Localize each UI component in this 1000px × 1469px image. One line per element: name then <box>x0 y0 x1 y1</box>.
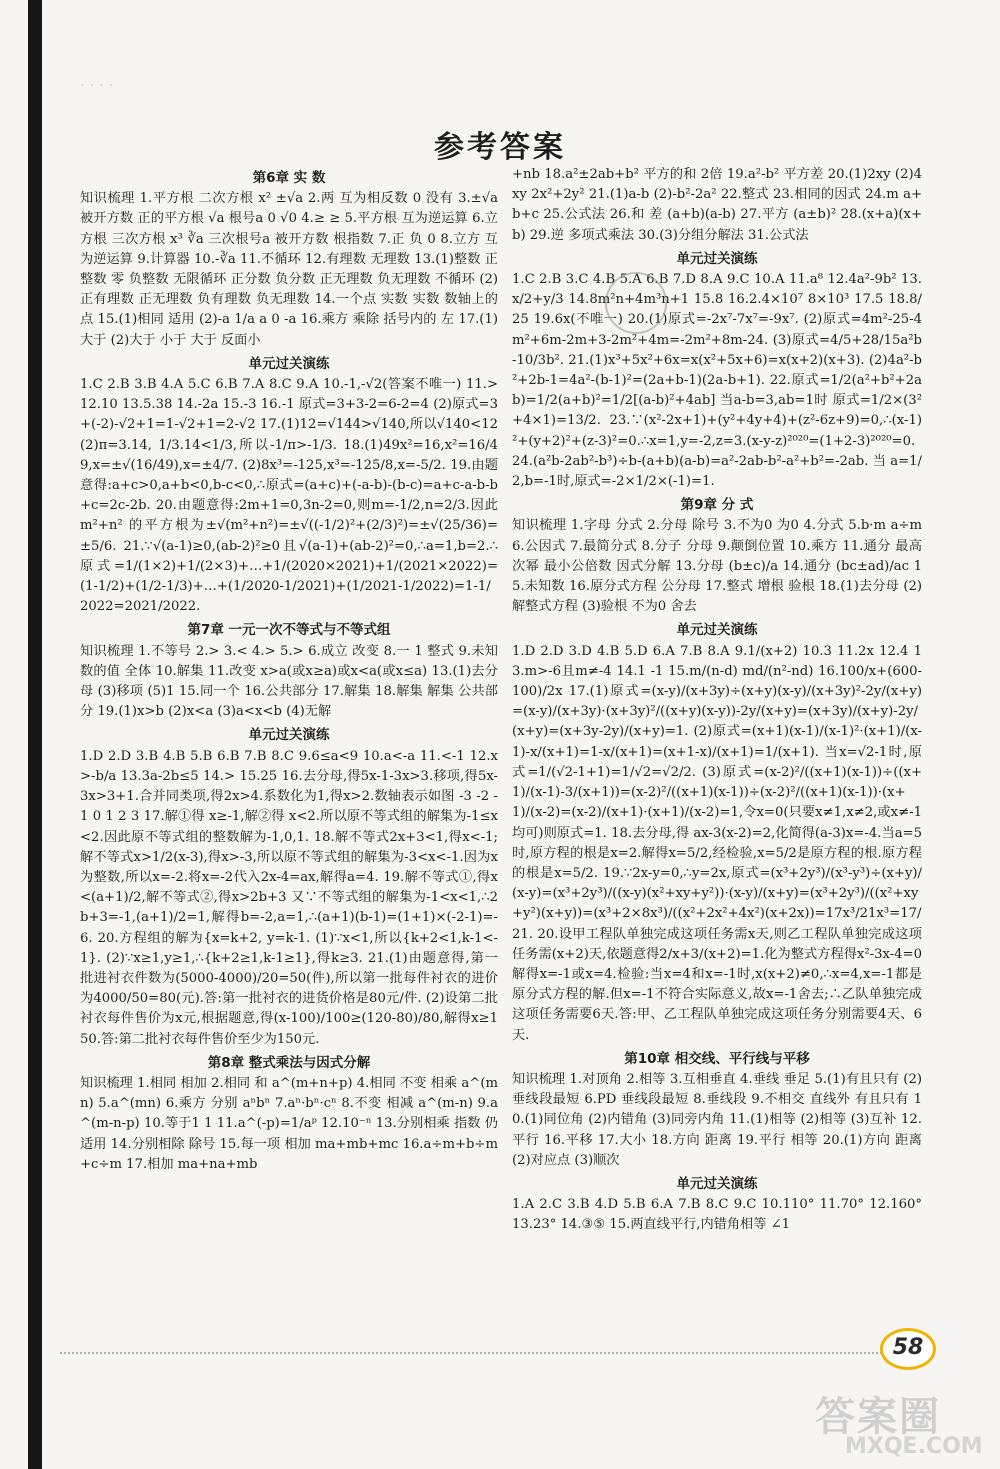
answer-paragraph: 知识梳理 1.平方根 二次方根 x² ±√a 2.两 互为相反数 0 没有 3.±√a 被开方数 正的平方根 √a 根号a 0 √0 4.≥ ≥ 5.平方根 互为逆运算 6.立方根 三次方根 x³ ∛a 三次根号a 被开方数 根指数 7.正 负 0 8.立方 互为逆运算 9.计算器 10.-∛a 11.不循环 12.有理数 无理数 13.(1)整数 正整数 零 负整数 无限循环 正分数 负分数 正无理数 负无理数 不循环 (2)正有理数 正无理数 负有理数 负无理数 14.一个点 实数 实数 数轴上的点 15.(1)相同 适用 (2)-a 1/a a 0 -a 16.乘方 乘除 括号内的 左 17.(1)大于 (2)大于 小于 大于 反面小 <box>80 191 498 348</box>
section-heading: 单元过关演练 <box>676 622 758 639</box>
section-heading: 单元过关演练 <box>676 1175 758 1192</box>
answer-paragraph: 1.D 2.D 3.B 4.B 5.B 6.B 7.B 8.C 9.6≤a<9 10.a<-a 11.<-1 12.x>-b/a 13.3a-2b≤5 14.> 15.25 16.去分母,得5x-1-3x>3.移项,得5x-3x>3+1.合并同类项,得2x>4.系数化为1,得x>2.数轴表示如图 -3 -2 -1 0 1 2 3 17.解①得 x≥-1,解②得 x<2.所以原不等式组的解集为-1≤x<2.因此原不等式组的整数解为-1,0,1. 18.解不等式2x+3<1,得x<-1;解不等式x>1/2(x-3),得x>-3,所以原不等式组的解集为-3<x<-1.因为x为整数,所以x=-2.将x=-2代入2x-4=ax,解得a=4. 19.解不等式①,得x<(a+1)/2,解不等式②,得x>2b+3 又∵不等式组的解集为-1<x<1,∴2b+3=-1,(a+1)/2=1,解得b=-2,a=1,∴(a+1)(b-1)=(1+1)×(-2-1)=-6. 20.方程组的解为{x=k+2, y=k-1. (1)∵x<1,所以{k+2<1,k-1<-1}. (2)∵x≥1,y≥1,∴{k+2≥1,k-1≥1},得k≥3. 21.(1)由题意得,第一批进衬衣件数为(5000-4000)/20=50(件),所以第一批每件衬衣的进价为4000/50=80(元).答:第一批衬衣的进货价格是80元/件. (2)设第二批衬衣每件售价为x元,根据题意,得(x-100)/100≥(120-80)/80,解得x≥150.答:第二批衬衣每件售价至少为150元. <box>80 748 498 1047</box>
answer-paragraph: 知识梳理 1.不等号 2.> 3.< 4.> 5.> 6.成立 改变 8.一 1 整式 9.未知数的值 全体 10.解集 11.改变 x>a(或x≥a)或x<a(或x≤a) 13.(1)去分母 (3)移项 (5)1 15.同一个 16.公共部分 17.解集 18.解集 解集 公共部分 19.(1)x>b (2)x<a (3)a<x<b (4)无解 <box>80 643 498 720</box>
answer-paragraph: 1.A 2.C 3.B 4.D 5.B 6.A 7.B 8.C 9.C 10.110° 11.70° 12.160° 13.23° 14.③⑤ 15.两直线平行,内错角相等 ∠1 <box>512 1197 922 1233</box>
binding-spine <box>28 0 42 1469</box>
answer-paragraph: 1.C 2.B 3.B 4.A 5.C 6.B 7.A 8.C 9.A 10.-1,-√2(答案不唯一) 11.> 12.10 13.5.38 14.-2a 15.-3 16.-1 原式=3+3-2=6-2=4 (2)原式=3+(-2)-√2+1=1-√2+1=2-√2 17.(1)12=√144>√140,所以√140<12 (2)π=3.14, 1/3.14<1/3,所以-1/π>-1/3. 18.(1)49x²=16,x²=16/49,x=±√(16/49),x=±4/7. (2)8x³=-125,x³=-125/8,x=-5/2. 19.由题意得:a+c>0,a+b<0,b-c<0,∴原式=(a+c)+(-a-b)-(b-c)=a+c-a-b-b+c=2c-2b. 20.由题意得:2m+1=0,3n-2=0,则m=-1/2,n=2/3.因此 m²+n² 的平方根为±√(m²+n²)=±√((-1/2)²+(2/3)²)=±√(25/36)=±5/6. 21.∵√(a-1)≥0,(ab-2)²≥0且√(a-1)+(ab-2)²=0,∴a=1,b=2.∴原式=1/(1×2)+1/(2×3)+…+1/(2020×2021)+1/(2021×2022)=(1-1/2)+(1/2-1/3)+…+(1/2020-1/2021)+(1/2021-1/2022)=1-1/2022=2021/2022. <box>80 377 498 615</box>
section-heading: 第8章 整式乘法与因式分解 <box>207 1054 371 1071</box>
left-column <box>80 165 498 1175</box>
footer-divider <box>60 1352 930 1354</box>
section-heading: 单元过关演练 <box>248 355 330 372</box>
bleed-through-text: · · · · <box>80 76 114 94</box>
section-heading: 单元过关演练 <box>676 250 758 267</box>
section-heading: 单元过关演练 <box>248 727 330 744</box>
section-heading: 第6章 实 数 <box>252 170 326 186</box>
answer-paragraph: 知识梳理 1.字母 分式 2.分母 除号 3.不为0 为0 4.分式 5.b·m a÷m 6.公因式 7.最简分式 8.分子 分母 9.颠倒位置 10.乘方 11.通分 最高次幂 最小公倍数 因式分解 13.分母 (b±c)/a 14.通分 (bc±ad)/ac 15.未知数 16.原分式方程 公分母 17.整式 增根 验根 18.(1)去分母 (2)解整式方程 (3)验根 不为0 舍去 <box>512 518 922 615</box>
section-heading: 第9章 分 式 <box>680 497 754 514</box>
right-column <box>512 165 922 1236</box>
answer-paragraph: 知识梳理 1.相同 相加 2.相同 和 a^(m+n+p) 4.相同 不变 相乘 a^(mn) 5.a^(mn) 6.乘方 分别 aⁿbⁿ 7.aⁿ·bⁿ·cⁿ 8.不变 相减 a^(m-n) 9.a^(m-n-p) 10.等于1 1 11.a^(-p)=1/aᵖ 12.10⁻ⁿ 13.分别相乘 指数 仍适用 14.分别相除 除号 15.每一项 相加 ma+mb+mc 16.a÷m+b÷m+c÷m 17.相加 ma+na+mb <box>80 1075 498 1172</box>
stamp-seal <box>605 272 667 334</box>
page-number: 58 <box>880 1328 936 1370</box>
section-heading: 第10章 相交线、平行线与平移 <box>624 1050 810 1067</box>
watermark-logo: 答案圈 <box>815 1394 941 1440</box>
answer-paragraph: 知识梳理 1.对顶角 2.相等 3.互相垂直 4.垂线 垂足 5.(1)有且只有 (2)垂线段最短 6.PD 垂线段最短 8.垂线段 9.不相交 直线外 有且只有 10.(1)同位角 (2)内错角 (3)同旁内角 11.(1)相等 (2)相等 (3)互补 12.平行 16.平移 17.大小 18.方向 距离 19.平行 相等 20.(1)方向 距离 (2)对应点 (3)顺次 <box>512 1071 922 1168</box>
answer-paragraph: +nb 18.a²±2ab+b² 平方的和 2倍 19.a²-b² 平方差 20.(1)2xy (2)4xy 2x²+2y² 21.(1)a-b (2)-b²-2a² 22.整式 23.相同的因式 24.m a+b+c 25.公式法 26.和 差 (a+b)(a-b) 27.平方 (a±b)² 28.(x+a)(x+b) 29.逆 多项式乘法 30.(3)分组分解法 31.公式法 <box>512 167 922 243</box>
page-title: 参考答案 <box>434 130 566 165</box>
answer-paragraph: 1.C 2.B 3.C 4.B 5.A 6.B 7.D 8.A 9.C 10.A 11.a⁸ 12.4a²-9b² 13.x/2+y/3 14.8m²n+4m³n+1 15.8 16.2.4×10⁷ 8×10³ 17.5 18.8/25 19.6x(不唯一) 20.(1)原式=-2x⁷-7x⁷=-9x⁷. (2)原式=4m²-25-4m²+6m-2m+3-2m²+4m=-2m²+8m-24. (3)原式=4/5+28/15a²b-10/3b². 21.(1)x³+5x²+6x=x(x²+5x+6)=x(x+2)(x+3). (2)4a²-b²+2b-1=4a²-(b-1)²=(2a+b-1)(2a-b+1). 22.原式=1/2(a²+b²+2ab)=1/2(a+b)²=1/2[(a-b)²+4ab] 当a-b=3,ab=1时 原式=1/2×(3²+4×1)=13/2. 23.∵(x²-2x+1)+(y²+4y+4)+(z²-6z+9)=0,∴(x-1)²+(y+2)²+(z-3)²=0.∴x=1,y=-2,z=3.(x-y-z)²⁰²⁰=(1+2-3)²⁰²⁰=0. 24.(a²b-2ab²-b³)÷b-(a+b)(a-b)=a²-2ab-b²-a²+b²=-2ab.当a=1/2,b=-1时,原式=-2×1/2×(-1)=1. <box>512 272 922 490</box>
watermark-url: MXQE.COM <box>845 1434 983 1459</box>
section-heading: 第7章 一元一次不等式与不等式组 <box>187 622 391 639</box>
answer-paragraph: 1.D 2.D 3.D 4.B 5.D 6.A 7.B 8.A 9.1/(x+2) 10.3 11.2x 12.4 13.m>-6且m≠-4 14.1 -1 15.m/(n-d) md/(n²-nd) 16.100/x+(600-100)/2x 17.(1)原式=(x-y)/(x+3y)÷(x+y)(x-y)/(x+3y)²-2y/(x+y)=(x-y)/(x+3y)·(x+3y)²/((x+y)(x-y))-2y/(x+y)=(x+3y)/(x+y)-2y/(x+y)=(x+3y-2y)/(x+y)=1. (2)原式=(x+1)(x-1)/(x-1)²·(x+1)/(x-1)-x/(x+1)=1-x/(x+1)=(x+1-x)/(x+1)=1/(x+1). 当x=√2-1时,原式=1/(√2-1+1)=1/√2=√2/2. (3)原式=(x-2)²/((x+1)(x-1))÷((x+1)/(x-1)-3/(x+1))=(x-2)²/((x+1)(x-1))÷(x-2)²/((x+1)(x-1))·(x+1)/(x-2)=(x-2)/(x+1)·(x+1)/(x-2)=1,令x=0(只要x≠1,x≠2,或x≠-1均可)则原式=1. 18.去分母,得 ax-3(x-2)=2,化简得(a-3)x=-4.当a=5时,原方程的根是x=2.解得x=5/2,经检验,x=5/2是原方程的根.原方程的根是x=5/2. 19.∵2x-y=0,∴y=2x,原式=(x³+2y³)/(x³-y³)÷(x+y)/(x-y)=(x³+2y³)/((x-y)(x²+xy+y²))·(x-y)/(x+y)=(x³+2y³)/((x²+xy+y²)(x+y))=(x³+2×8x³)/((x²+2x²+4x²)(x+2x))=17x³/21x³=17/21. 20.设甲工程队单独完成这项任务需x天,则乙工程队单独完成这项任务需(x+2)天,依题意得2/x+3/(x+2)=1.化为整式方程得x²-3x-4=0 解得x=-1或x=4.检验:当x=4和x=-1时,x(x+2)≠0,∴x=4,x=-1都是原分式方程的解.但x=-1不符合实际意义,故x=-1舍去;∴乙队单独完成这项任务需要6天.答:甲、乙工程队单独完成这项任务分别需要4天、6天. <box>512 643 922 1043</box>
